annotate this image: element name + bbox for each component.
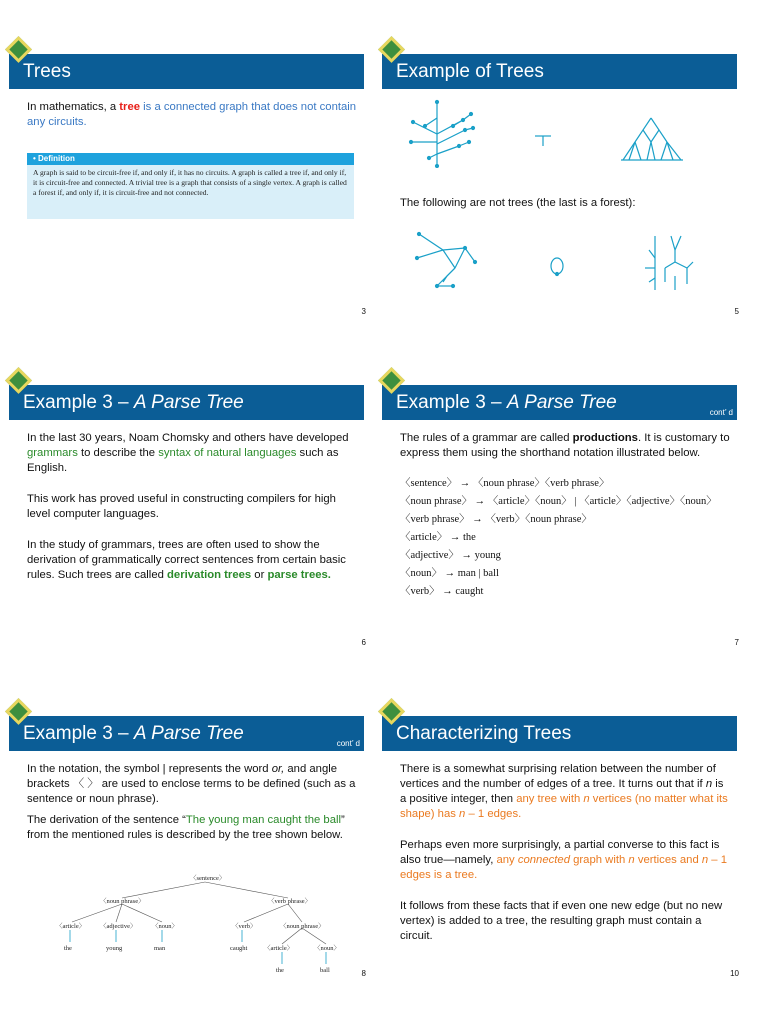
slide-title [382, 385, 737, 420]
leaf-caught: caught [230, 945, 248, 952]
text: In mathematics, a [27, 101, 120, 113]
definition-box [27, 153, 354, 219]
rule: 〈verb phrase〉 → 〈verb〉〈noun phrase〉 [400, 514, 592, 525]
term-or: or, [271, 763, 285, 775]
leaf-man: man [154, 945, 166, 952]
parse-tree-diagram [50, 866, 360, 986]
title-text: Example of Trees [396, 61, 544, 82]
title-text: Characterizing Trees [396, 723, 572, 744]
node-adjective: 〈adjective〉 [100, 923, 137, 930]
term-parse-trees: parse trees. [267, 569, 331, 581]
node-verb-phrase: 〈verb phrase〉 [268, 898, 312, 905]
paragraph: This work has proved useful in constructing compilers for high level computer languages. [27, 493, 336, 520]
slide-parse-tree-2 [373, 331, 737, 661]
slide-body [27, 762, 357, 859]
paragraph: It follows from these facts that if even one new edge (but no new vertex) is added to a tree, the resulting graph must contain a circuit. [400, 900, 723, 942]
page-number: 3 [361, 307, 366, 316]
contd-label: cont’ d [336, 739, 360, 748]
title-italic: A Parse Tree [506, 392, 617, 413]
slide-body [400, 431, 730, 601]
node-sentence: 〈sentence〉 [190, 875, 226, 882]
title-text: Example 3 – [23, 392, 134, 413]
page-number: 10 [730, 969, 739, 978]
tree-graphs-figure [403, 98, 733, 168]
text: or [251, 569, 268, 581]
rule: 〈verb〉 → caught [400, 586, 484, 597]
slide-body [27, 100, 357, 146]
title-text: Trees [23, 61, 71, 82]
var-n: n [705, 778, 713, 790]
term-derivation-trees: derivation trees [167, 569, 252, 581]
title-italic: A Parse Tree [133, 392, 244, 413]
page-number: 6 [361, 638, 366, 647]
text: There is a somewhat surprising relation between the number of vertices and the number of edges of a tree. It turns out that if [400, 763, 716, 790]
node-noun-phrase-2: 〈noun phrase〉 [280, 923, 325, 930]
text: The rules of a grammar are called [400, 432, 573, 444]
node-article-2: 〈article〉 [264, 945, 294, 952]
definition-text: A graph is said to be circuit-free if, and only if, it has no circuits. A graph is called a tree if, and only if, it is circuit-free and connected. A trivial tree is a graph that consists of a single vertex. A graph is called a forest if, and only if, it is circuit-free and not connected. [33, 168, 347, 197]
slide-title [9, 385, 364, 420]
leaf-the: the [64, 945, 72, 952]
title-text: Example 3 – [396, 392, 507, 413]
leaf-the-2: the [276, 967, 284, 974]
slide-title [382, 54, 737, 89]
var-n: n [583, 793, 590, 805]
var-n: n [459, 808, 466, 820]
text: vertices (no matter what its shape) has [400, 793, 728, 820]
slide-body [27, 431, 357, 599]
text: graph with [569, 854, 629, 866]
text: to describe the [77, 447, 159, 459]
not-trees-caption: The following are not trees (the last is a forest): [400, 197, 636, 209]
node-noun: 〈noun〉 [152, 923, 178, 930]
page-number: 5 [734, 307, 739, 316]
text: any tree with [516, 793, 584, 805]
text: In the study of grammars, trees are often used to show the derivation of grammatically correct sentences from certain basic rules. Such trees are called [27, 539, 346, 581]
contd-label: cont’ d [709, 408, 733, 417]
var-n: n [701, 854, 709, 866]
rule: 〈sentence〉 → 〈noun phrase〉〈verb phrase〉 [400, 478, 610, 489]
text: In the last 30 years, Noam Chomsky and others have developed [27, 432, 349, 444]
rule: 〈noun〉 → man | ball [400, 568, 499, 579]
rule: 〈adjective〉 → young [400, 550, 501, 561]
text: ” from the mentioned rules is described by the tree shown below. [27, 814, 345, 841]
term-grammars: grammars [27, 447, 78, 459]
rule: 〈noun phrase〉 → 〈article〉〈noun〉 | 〈article〉〈adjective〉〈noun〉 [400, 496, 717, 507]
text: The derivation of the sentence “ [27, 814, 186, 826]
text: In the notation, the symbol | represents the word [27, 763, 272, 775]
slide-parse-tree-1 [0, 331, 364, 661]
text: . It is customary to express them using the shorthand notation illustrated below. [400, 432, 730, 459]
slide-parse-tree-3 [0, 662, 364, 992]
text: any [496, 854, 518, 866]
slide-body [400, 762, 730, 960]
text: such as English. [27, 447, 339, 474]
slide-title [9, 54, 364, 89]
term-tree: tree [119, 101, 141, 113]
leaf-ball: ball [320, 967, 330, 974]
text: Perhaps even more surprisingly, a partial converse to this fact is also true—namely, [400, 839, 720, 866]
definition-header: • Definition [27, 153, 354, 165]
slide-characterizing-trees [373, 662, 737, 992]
node-verb: 〈verb〉 [232, 923, 257, 930]
text: vertices and [634, 854, 702, 866]
page-number: 8 [361, 969, 366, 978]
text: – 1 edges is a tree. [400, 854, 728, 881]
term-productions: productions [572, 432, 638, 444]
slide-example-of-trees [373, 0, 737, 330]
node-noun-2: 〈noun〉 [314, 945, 340, 952]
text: and angle brackets 〈 〉 are used to enclose terms to be defined (such as a sentence or noun phrase). [27, 763, 356, 805]
slide-trees [0, 0, 364, 330]
leaf-young: young [106, 945, 123, 952]
non-tree-graphs-figure [403, 228, 733, 292]
page-number: 7 [734, 638, 739, 647]
node-noun-phrase: 〈noun phrase〉 [100, 898, 145, 905]
slide-title [9, 716, 364, 751]
title-text: Example 3 – [23, 723, 134, 744]
example-sentence: The young man caught the ball [185, 814, 342, 826]
text: is a positive integer, then [400, 778, 724, 805]
grammar-rules [400, 475, 730, 601]
term-connected: connected [517, 854, 570, 866]
slide-title [382, 716, 737, 751]
slide-body [400, 196, 730, 227]
text: is a connected graph that does not contain any circuits. [27, 101, 357, 128]
var-n: n [628, 854, 635, 866]
text: – 1 edges. [465, 808, 522, 820]
rule: 〈article〉 → the [400, 532, 476, 543]
title-italic: A Parse Tree [133, 723, 244, 744]
term-syntax: syntax of natural languages [158, 447, 297, 459]
node-article: 〈article〉 [56, 923, 86, 930]
